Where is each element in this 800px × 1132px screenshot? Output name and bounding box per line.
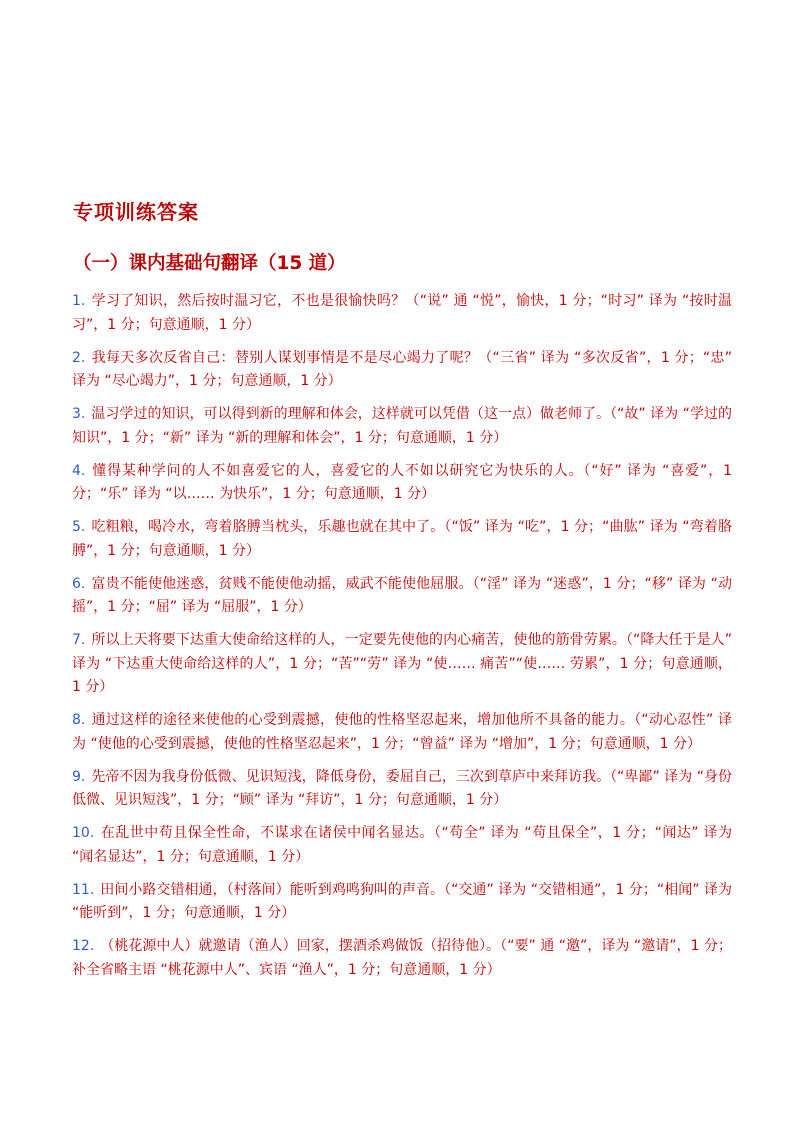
- item-text: 温习学过的知识，可以得到新的理解和体会，这样就可以凭借（这一点）做老师了。（“故” 译为 “学过的知识”，1 分；“新” 译为 “新的理解和体会”，1 分；句意通顺，1 分）: [72, 406, 732, 446]
- item-number: 12.: [72, 938, 95, 954]
- item-number: 6.: [72, 575, 86, 592]
- item-text: （桃花源中人）就邀请（渔人）回家，摆酒杀鸡做饭（招待他）。（“要” 通 “邀”，译为 “邀请”，1 分；补全省略主语 “桃花源中人”、宾语 “渔人”，1 分；句意通顺，1 分）: [72, 938, 732, 978]
- item-number: 3.: [72, 406, 86, 422]
- item-number: 7.: [72, 632, 86, 648]
- answer-list: [72, 290, 732, 992]
- page-title: 专项训练答案: [73, 200, 199, 224]
- item-text: 所以上天将要下达重大使命给这样的人，一定要先使他的内心痛苦，使他的筋骨劳累。（“降大任于是人” 译为 “下达重大使命给这样的人”，1 分；“苦”“劳” 译为 “使…… 痛苦”“使…… 劳累”，1 分；句意通顺，1 分）: [72, 632, 732, 695]
- list-item: [72, 935, 732, 982]
- list-item: [72, 629, 732, 700]
- item-number: 1.: [72, 293, 86, 309]
- item-number: 9.: [72, 768, 86, 785]
- item-number: 11.: [72, 881, 95, 898]
- item-number: 4.: [72, 462, 86, 479]
- item-number: 2.: [72, 349, 86, 366]
- list-item: [72, 460, 732, 507]
- item-text: 学习了知识，然后按时温习它，不也是很愉快吗？（“说” 通 “悦”，愉快，1 分；“时习” 译为 “按时温习”，1 分；句意通顺，1 分）: [72, 293, 732, 333]
- item-number: 5.: [72, 519, 86, 535]
- item-text: 富贵不能使他迷惑，贫贱不能使他动摇，威武不能使他屈服。（“淫” 译为 “迷惑”，1 分；“移” 译为 “动摇”，1 分；“屈” 译为 “屈服”，1 分）: [72, 575, 732, 615]
- item-text: 通过这样的途径来使他的心受到震撼，使他的性格坚忍起来，增加他所不具备的能力。（“动心忍性” 译为 “使他的心受到震撼，使他的性格坚忍起来”，1 分；“曾益” 译为 “增加”，1 分；句意通顺，1 分）: [72, 712, 732, 752]
- item-text: 田间小路交错相通，（村落间）能听到鸡鸣狗叫的声音。（“交通” 译为 “交错相通”，1 分；“相闻” 译为 “能听到”，1 分；句意通顺，1 分）: [72, 881, 732, 921]
- item-number: 10.: [72, 825, 95, 841]
- list-item: [72, 516, 732, 563]
- section-heading: （一）课内基础句翻译（15 道）: [73, 253, 346, 274]
- item-text: 我每天多次反省自己：替别人谋划事情是不是尽心竭力了呢？（“三省” 译为 “多次反省”，1 分；“忠” 译为 “尽心竭力”，1 分；句意通顺，1 分）: [72, 349, 732, 389]
- list-item: [72, 822, 732, 869]
- item-text: 先帝不因为我身份低微、见识短浅，降低身份，委屈自己，三次到草庐中来拜访我。（“卑鄙” 译为 “身份低微、见识短浅”，1 分；“顾” 译为 “拜访”，1 分；句意通顺，1 分）: [72, 768, 732, 808]
- item-text: 在乱世中苟且保全性命，不谋求在诸侯中闻名显达。（“苟全” 译为 “苟且保全”，1 分；“闻达” 译为 “闻名显达”，1 分；句意通顺，1 分）: [72, 825, 732, 865]
- list-item: [72, 709, 732, 756]
- list-item: [72, 879, 732, 926]
- item-text: 懂得某种学问的人不如喜爱它的人，喜爱它的人不如以研究它为快乐的人。（“好” 译为 “喜爱”，1 分；“乐” 译为 “以…… 为快乐”，1 分；句意通顺，1 分）: [72, 462, 732, 502]
- item-text: 吃粗粮，喝冷水，弯着胳膊当枕头，乐趣也就在其中了。（“饭” 译为 “吃”，1 分；“曲肱” 译为 “弯着胳膊”，1 分；句意通顺，1 分）: [72, 519, 732, 559]
- list-item: [72, 766, 732, 813]
- list-item: [72, 290, 732, 337]
- list-item: [72, 573, 732, 620]
- list-item: [72, 403, 732, 450]
- item-number: 8.: [72, 712, 86, 728]
- list-item: [72, 347, 732, 394]
